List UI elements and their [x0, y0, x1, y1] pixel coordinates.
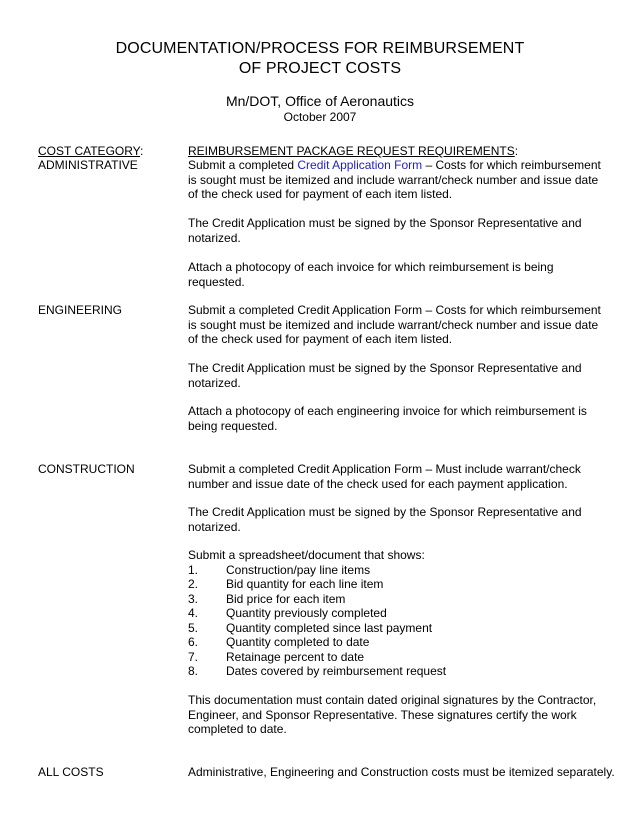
- list-item-number: 8.: [188, 664, 199, 678]
- list-item: [188, 621, 432, 636]
- requirements-heading: [188, 144, 608, 159]
- administrative-p1-rest: – Costs for which reimbursement is sought must be itemized and include warrant/check number and issue date of the check used for payment of each item listed.: [188, 158, 601, 201]
- list-item-number: 4.: [188, 606, 199, 620]
- list-item: [188, 563, 370, 578]
- list-item-text: Bid quantity for each line item: [226, 577, 384, 591]
- category-administrative: ADMINISTRATIVE: [38, 158, 138, 172]
- engineering-paragraph-1: Submit a completed Credit Application Form – Costs for which reimbursement is sought must be itemized and include warrant/check number and issue date of the check used for payment of each item listed.: [188, 303, 601, 346]
- document-title-line2: OF PROJECT COSTS: [238, 60, 402, 77]
- category-engineering: ENGINEERING: [38, 303, 123, 317]
- list-item-text: Dates covered by reimbursement request: [226, 664, 447, 678]
- list-item-text: Construction/pay line items: [226, 563, 371, 577]
- list-item-number: 1.: [188, 563, 199, 577]
- list-item-text: Retainage percent to date: [226, 650, 365, 664]
- cost-category-heading-colon: :: [140, 144, 144, 158]
- list-item: [188, 664, 446, 679]
- administrative-paragraph-1: [188, 158, 608, 202]
- list-item: [188, 577, 383, 592]
- cost-category-heading-text: COST CATEGORY: [38, 144, 141, 158]
- list-item-number: 3.: [188, 592, 199, 606]
- administrative-paragraph-3: Attach a photocopy of each invoice for which reimbursement is being requested.: [188, 260, 554, 289]
- list-item-text: Quantity completed to date: [226, 635, 370, 649]
- list-item: [188, 592, 345, 607]
- list-item: [188, 650, 364, 665]
- document-title-line1: DOCUMENTATION/PROCESS FOR REIMBURSEMENT: [115, 40, 525, 57]
- administrative-paragraph-2: The Credit Application must be signed by the Sponsor Representative and notarized.: [188, 216, 582, 245]
- engineering-paragraph-3: Attach a photocopy of each engineering invoice for which reimbursement is being requested.: [188, 404, 587, 433]
- requirements-heading-text: REIMBURSEMENT PACKAGE REQUEST REQUIREMENTS: [188, 144, 515, 158]
- category-all-costs: ALL COSTS: [38, 765, 104, 779]
- administrative-p1-prefix: Submit a completed: [188, 158, 298, 172]
- list-item-text: Bid price for each item: [226, 592, 346, 606]
- construction-paragraph-3: Submit a spreadsheet/document that shows:: [188, 548, 425, 562]
- list-item-number: 5.: [188, 621, 199, 635]
- construction-paragraph-4: This documentation must contain dated original signatures by the Contractor, Engineer, and Sponsor Representative. These signatures certify the work completed to date.: [188, 693, 597, 736]
- list-item: [188, 635, 369, 650]
- list-item-text: Quantity completed since last payment: [226, 621, 433, 635]
- cost-category-heading: [38, 144, 143, 159]
- construction-paragraph-1: Submit a completed Credit Application Form – Must include warrant/check number and issue date of the check used for each payment application.: [188, 462, 581, 491]
- all-costs-text: Administrative, Engineering and Construction costs must be itemized separately.: [188, 765, 615, 779]
- category-construction: CONSTRUCTION: [38, 462, 135, 476]
- document-date: October 2007: [283, 110, 357, 124]
- list-item-number: 7.: [188, 650, 199, 664]
- list-item-text: Quantity previously completed: [226, 606, 387, 620]
- list-item-number: 6.: [188, 635, 199, 649]
- construction-paragraph-2: The Credit Application must be signed by the Sponsor Representative and notarized.: [188, 505, 582, 534]
- requirements-heading-colon: :: [514, 144, 519, 158]
- list-item-number: 2.: [188, 577, 199, 591]
- engineering-paragraph-2: The Credit Application must be signed by the Sponsor Representative and notarized.: [188, 361, 582, 390]
- list-item: [188, 606, 387, 621]
- credit-application-form-link[interactable]: Credit Application Form: [297, 158, 423, 172]
- organization-name: Mn/DOT, Office of Aeronautics: [225, 93, 415, 109]
